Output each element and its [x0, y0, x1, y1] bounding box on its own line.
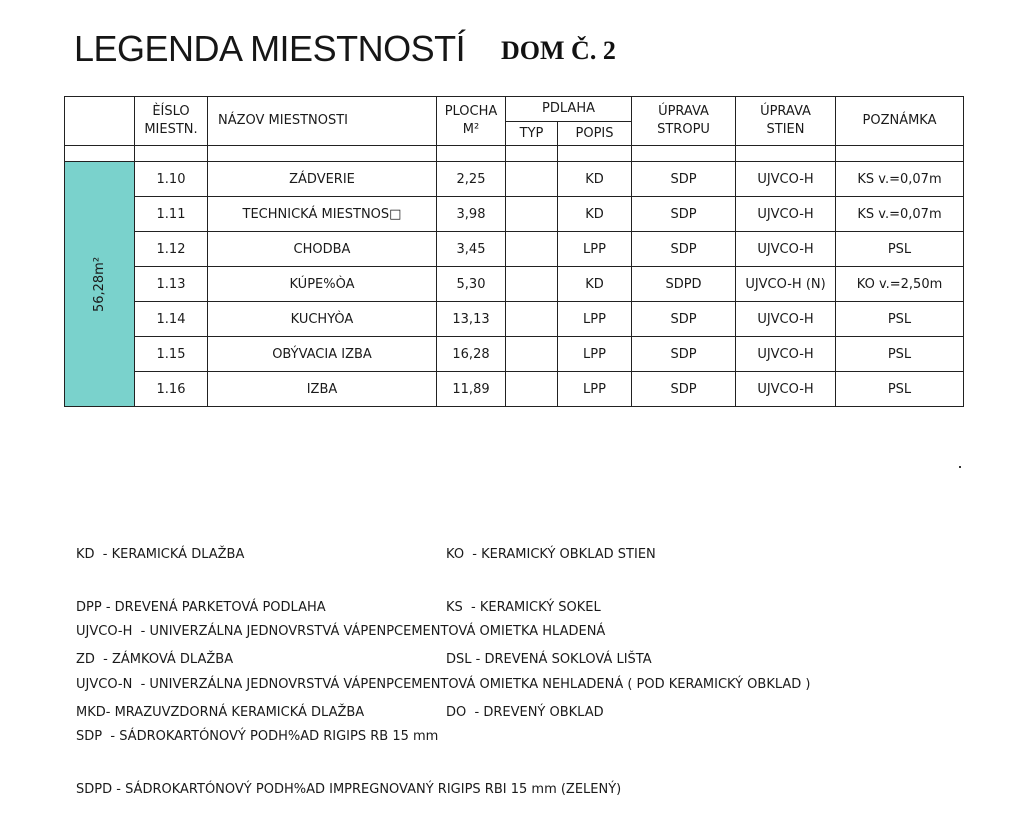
- header-ceiling-finish: ÚPRAVA STROPU: [632, 97, 736, 146]
- wall-finish: UJVCO-H: [736, 337, 836, 372]
- room-name: CHODBA: [208, 232, 437, 267]
- room-note: PSL: [836, 302, 964, 337]
- floor-description: LPP: [558, 232, 632, 267]
- room-name: IZBA: [208, 372, 437, 407]
- table-row: [65, 372, 964, 407]
- header-area: PLOCHA M²: [437, 97, 506, 146]
- house-label: DOM Č. 2: [501, 36, 616, 65]
- abbreviation-item: ZD - ZÁMKOVÁ DLAŽBA: [76, 652, 234, 667]
- wall-finish: UJVCO-H: [736, 197, 836, 232]
- wall-finish: UJVCO-H: [736, 302, 836, 337]
- floor-type: [506, 337, 558, 372]
- room-number: 1.15: [135, 337, 208, 372]
- floor-type: [506, 267, 558, 302]
- floor-type: [506, 162, 558, 197]
- table-row: [65, 337, 964, 372]
- table-row: [65, 232, 964, 267]
- room-number: 1.16: [135, 372, 208, 407]
- room-area: 16,28: [437, 337, 506, 372]
- ceiling-finish: SDP: [632, 302, 736, 337]
- abbreviation-item: SDPD - SÁDROKARTÓNOVÝ PODH%AD IMPREGNOVANÝ RIGIPS RBI 15 mm (ZELENÝ): [76, 781, 622, 797]
- table-row: [65, 267, 964, 302]
- room-number: 1.14: [135, 302, 208, 337]
- floor-type: [506, 372, 558, 407]
- abbreviation-item: UJVCO-H - UNIVERZÁLNA JEDNOVRSTVÁ VÁPENPCEMENTOVÁ OMIETKA HLADENÁ: [76, 624, 606, 639]
- wall-finish: UJVCO-H: [736, 372, 836, 407]
- header-row-top: [65, 97, 964, 122]
- ceiling-finish: SDP: [632, 232, 736, 267]
- abbreviations-bottom: [76, 588, 811, 816]
- ceiling-finish: SDP: [632, 197, 736, 232]
- room-note: KS v.=0,07m: [836, 197, 964, 232]
- ceiling-finish: SDP: [632, 162, 736, 197]
- floor-type: [506, 302, 558, 337]
- header-floor-description: POPIS: [558, 122, 632, 146]
- room-name: ZÁDVERIE: [208, 162, 437, 197]
- table-row: [65, 197, 964, 232]
- ceiling-finish: SDP: [632, 372, 736, 407]
- abbreviation-item: KS - KERAMICKÝ SOKEL: [446, 599, 601, 615]
- abbreviation-item: DPP - DREVENÁ PARKETOVÁ PODLAHA: [76, 599, 326, 615]
- room-area: 5,30: [437, 267, 506, 302]
- floor-description: LPP: [558, 337, 632, 372]
- abbreviation-item: DO - DREVENÝ OBKLAD: [446, 704, 604, 720]
- abbreviation-item: MKD- MRAZUVZDORNÁ KERAMICKÁ DLAŽBA: [76, 704, 365, 720]
- floor-description: LPP: [558, 302, 632, 337]
- header-room-name: NÁZOV MIESTNOSTI: [208, 97, 437, 146]
- ceiling-finish: SDP: [632, 337, 736, 372]
- abbreviation-item: SDP - SÁDROKARTÓNOVÝ PODH%AD RIGIPS RB 15 mm: [76, 729, 439, 744]
- floor-description: LPP: [558, 372, 632, 407]
- header-floor-type: TYP: [506, 122, 558, 146]
- total-area-label: 56,28m²: [92, 256, 107, 312]
- wall-finish: UJVCO-H: [736, 232, 836, 267]
- header-floor: PDLAHA: [506, 97, 632, 122]
- header-wall-finish: ÚPRAVA STIEN: [736, 97, 836, 146]
- room-legend-table: [64, 96, 964, 407]
- room-note: PSL: [836, 372, 964, 407]
- room-number: 1.11: [135, 197, 208, 232]
- abbreviation-item: UJVCO-N - UNIVERZÁLNA JEDNOVRSTVÁ VÁPENPCEMENTOVÁ OMIETKA NEHLADENÁ ( POD KERAMICKÝ OBKLAD ): [76, 676, 811, 692]
- room-note: KO v.=2,50m: [836, 267, 964, 302]
- wall-finish: UJVCO-H (N): [736, 267, 836, 302]
- room-name: KÚPE%ÒA: [208, 267, 437, 302]
- floor-description: KD: [558, 162, 632, 197]
- stray-dot: [959, 466, 961, 468]
- ceiling-finish: SDPD: [632, 267, 736, 302]
- abbreviation-item: KO - KERAMICKÝ OBKLAD STIEN: [446, 547, 656, 562]
- floor-description: KD: [558, 267, 632, 302]
- room-area: 3,98: [437, 197, 506, 232]
- room-area: 11,89: [437, 372, 506, 407]
- room-name: OBÝVACIA IZBA: [208, 337, 437, 372]
- room-area: 2,25: [437, 162, 506, 197]
- header-room-number: ÈÍSLO MIESTN.: [135, 97, 208, 146]
- table-row: [65, 162, 964, 197]
- room-note: PSL: [836, 337, 964, 372]
- room-number: 1.12: [135, 232, 208, 267]
- spacer-row: [65, 146, 964, 162]
- floor-type: [506, 197, 558, 232]
- total-area-cell: [65, 162, 135, 407]
- abbreviation-item: DSL - DREVENÁ SOKLOVÁ LIŠTA: [446, 652, 652, 667]
- room-number: 1.10: [135, 162, 208, 197]
- floor-type: [506, 232, 558, 267]
- header-note: POZNÁMKA: [836, 97, 964, 146]
- room-number: 1.13: [135, 267, 208, 302]
- table-row: [65, 302, 964, 337]
- room-name: KUCHYÒA: [208, 302, 437, 337]
- abbreviation-item: KD - KERAMICKÁ DLAŽBA: [76, 547, 245, 562]
- header-blank: [65, 97, 135, 146]
- room-note: PSL: [836, 232, 964, 267]
- wall-finish: UJVCO-H: [736, 162, 836, 197]
- floor-description: KD: [558, 197, 632, 232]
- room-note: KS v.=0,07m: [836, 162, 964, 197]
- room-area: 3,45: [437, 232, 506, 267]
- room-area: 13,13: [437, 302, 506, 337]
- room-name: TECHNICKÁ MIESTNOS□: [208, 197, 437, 232]
- page-title: LEGENDA MIESTNOSTÍ: [74, 28, 466, 69]
